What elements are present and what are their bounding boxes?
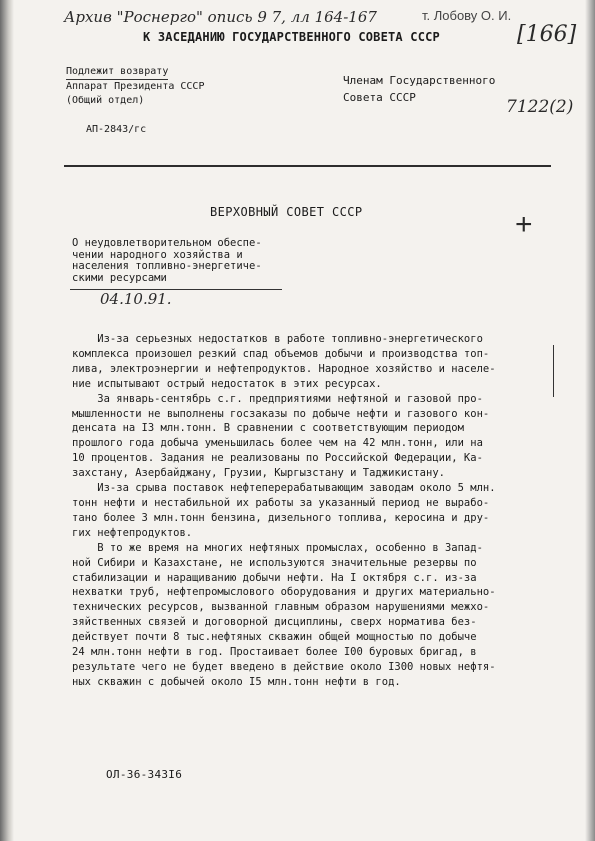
footer-code: ОЛ-36-343I6 [106, 768, 183, 781]
body-line: мышленности не выполнены госзаказы по добыче нефти и газового кон- [72, 407, 490, 420]
body-line: технических ресурсов, вызванной главным образом нарушениями межхо- [72, 601, 490, 614]
body-line: 24 млн.тонн нефти в год. Простаивает более I00 буровых бригад, в [72, 646, 477, 659]
scan-shadow-right [585, 0, 595, 841]
margin-mark [553, 345, 554, 397]
body-line: стабилизации и наращиванию добычи нефти. На I октября с.г. из-за [72, 571, 477, 584]
return-stamp-line: (Общий отдел) [66, 95, 145, 106]
body-line: прошлого года добыча уменьшилась более чем на 42 млн.тонн, или на [72, 437, 483, 450]
recipients-line: Совета СССР [343, 91, 416, 104]
recipients-line: Членам Государственного [343, 74, 496, 87]
body-line: За январь-сентябрь с.г. предприятиями нефтяной и газовой про- [72, 392, 483, 405]
body-line: тано более 3 млн.тонн бензина, дизельного топлива, керосина и дру- [72, 511, 490, 524]
reference-number-handwritten: 7122(2) [506, 97, 574, 117]
body-text [72, 332, 496, 690]
scan-shadow-left [0, 0, 14, 841]
body-line: комплекса произошел резкий спад объемов добычи и производства топ- [72, 347, 490, 360]
body-line: ной Сибири и Казахстане, не используются значительные резервы по [72, 556, 477, 569]
body-line: тонн нефти и нестабильной их работы за указанный период не вырабо- [72, 496, 490, 509]
return-stamp [66, 65, 204, 108]
body-line: результате чего не будет введено в действие около I300 новых нефтя- [72, 660, 496, 673]
subject-line: скими ресурсами [72, 271, 167, 284]
body-line: зяйственных связей и договорной дисциплины, сверх норматива без- [72, 616, 477, 629]
body-line: Из-за срыва поставок нефтеперерабатывающим заводам около 5 млн. [72, 482, 496, 495]
body-line: Из-за серьезных недостатков в работе топливно-энергетического [72, 333, 483, 345]
subject-line: О неудовлетворительном обеспе- [72, 237, 262, 249]
subject-line: чении народного хозяйства и [72, 248, 243, 261]
body-line: денсата на I3 млн.тонн. В сравнении с соответствующим периодом [72, 422, 464, 435]
return-stamp-line: Подлежит возврату [66, 65, 168, 80]
plus-mark: + [515, 208, 533, 241]
date-handwritten: 04.10.91. [100, 290, 172, 308]
body-line: гих нефтепродуктов. [72, 526, 193, 539]
body-line: В то же время на многих нефтяных промыслах, особенно в Запад- [72, 541, 483, 554]
body-line: ных скважин с добычей около I5 млн.тонн нефти в год. [72, 675, 401, 688]
header-divider [64, 165, 551, 167]
addressee-note: т. Лобову О. И. [422, 8, 512, 23]
body-line: захстану, Азербайджану, Грузии, Кыргызстану и Таджикистану. [72, 467, 445, 480]
page-number-handwritten: [166] [517, 22, 577, 47]
document-number: АП-2843/гс [86, 124, 147, 135]
body-line: 10 процентов. Задания не реализованы по Российской Федерации, Ка- [72, 452, 483, 465]
archive-handwritten-note: Архив "Роснерго" опись 9 7, лл 164-167 [64, 8, 377, 26]
subject-line: населения топливно-энергетиче- [72, 260, 262, 272]
body-line: действует почти 8 тыс.нефтяных скважин общей мощностью по добыче [72, 631, 477, 644]
body-line: нехватки труб, нефтепромыслового оборудования и других материально- [72, 586, 496, 599]
addressee-title: ВЕРХОВНЫЙ СОВЕТ СССР [210, 205, 363, 219]
subject-block [72, 238, 262, 284]
session-header: К ЗАСЕДАНИЮ ГОСУДАРСТВЕННОГО СОВЕТА СССР [143, 30, 440, 44]
recipients-block [343, 72, 495, 106]
body-line: ние испытывают острый недостаток в этих ресурсах. [72, 377, 382, 390]
return-stamp-line: Аппарат Президента СССР [66, 81, 205, 92]
body-line: лива, электроэнергии и нефтепродуктов. Народное хозяйство и населе- [72, 362, 496, 375]
